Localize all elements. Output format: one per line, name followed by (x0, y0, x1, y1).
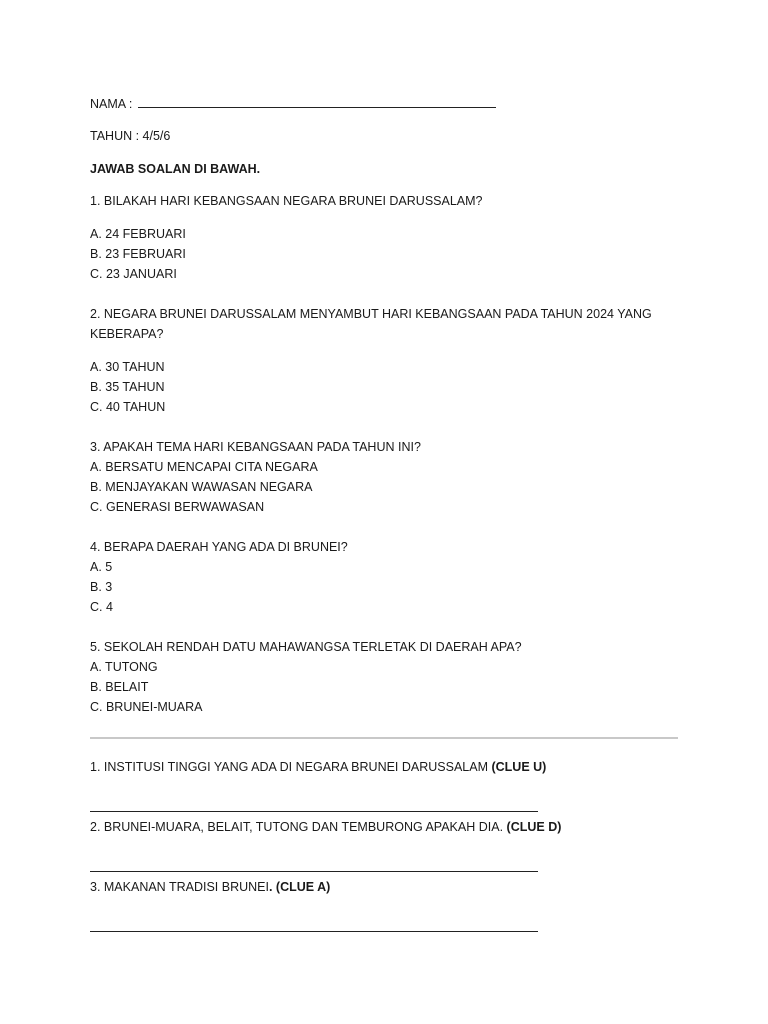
q1-option-b: B. 23 FEBRUARI (90, 247, 186, 261)
question-1: 1. BILAKAH HARI KEBANGSAAN NEGARA BRUNEI DARUSSALAM? (90, 194, 483, 208)
q5-option-b: B. BELAIT (90, 680, 149, 694)
clue-question-1 (90, 759, 546, 775)
question-3: 3. APAKAH TEMA HARI KEBANGSAAN PADA TAHUN INI? (90, 440, 421, 454)
q5-option-a: A. TUTONG (90, 660, 158, 674)
q1-option-c: C. 23 JANUARI (90, 267, 177, 281)
clue-question-3-clue: . (CLUE A) (268, 880, 331, 894)
question-2-line2: KEBERAPA? (90, 327, 164, 341)
clue-question-2-clue: (CLUE D) (506, 820, 562, 834)
clue-answer-2-line[interactable] (90, 871, 538, 872)
question-2-line1: 2. NEGARA BRUNEI DARUSSALAM MENYAMBUT HARI KEBANGSAAN PADA TAHUN 2024 YANG (90, 307, 652, 321)
q4-option-b: B. 3 (90, 580, 113, 594)
clue-question-1-clue: (CLUE U) (491, 760, 547, 774)
q3-option-a: A. BERSATU MENCAPAI CITA NEGARA (90, 460, 318, 474)
q4-option-a: A. 5 (90, 560, 113, 574)
q2-option-a: A. 30 TAHUN (90, 360, 165, 374)
name-line (90, 95, 496, 112)
clue-answer-3-line[interactable] (90, 931, 538, 932)
q3-option-c: C. GENERASI BERWAWASAN (90, 500, 265, 514)
tahun-label: TAHUN : 4/5/6 (90, 129, 171, 143)
clue-question-3 (90, 879, 330, 895)
clue-answer-1-line[interactable] (90, 811, 538, 812)
question-5: 5. SEKOLAH RENDAH DATU MAHAWANGSA TERLETAK DI DAERAH APA? (90, 640, 522, 654)
section-divider (90, 737, 678, 739)
q2-option-b: B. 35 TAHUN (90, 380, 165, 394)
q4-option-c: C. 4 (90, 600, 113, 614)
instruction-heading: JAWAB SOALAN DI BAWAH. (90, 162, 261, 176)
clue-question-3-text: 3. MAKANAN TRADISI BRUNEI (90, 880, 269, 894)
q2-option-c: C. 40 TAHUN (90, 400, 166, 414)
name-label: NAMA : (90, 97, 133, 111)
q1-option-a: A. 24 FEBRUARI (90, 227, 186, 241)
q5-option-c: C. BRUNEI-MUARA (90, 700, 203, 714)
clue-question-1-text: 1. INSTITUSI TINGGI YANG ADA DI NEGARA BRUNEI DARUSSALAM (90, 760, 492, 774)
q3-option-b: B. MENJAYAKAN WAWASAN NEGARA (90, 480, 313, 494)
clue-question-2 (90, 819, 561, 835)
clue-question-2-text: 2. BRUNEI-MUARA, BELAIT, TUTONG DAN TEMBURONG APAKAH DIA. (90, 820, 507, 834)
name-blank[interactable] (138, 95, 496, 108)
question-4: 4. BERAPA DAERAH YANG ADA DI BRUNEI? (90, 540, 348, 554)
